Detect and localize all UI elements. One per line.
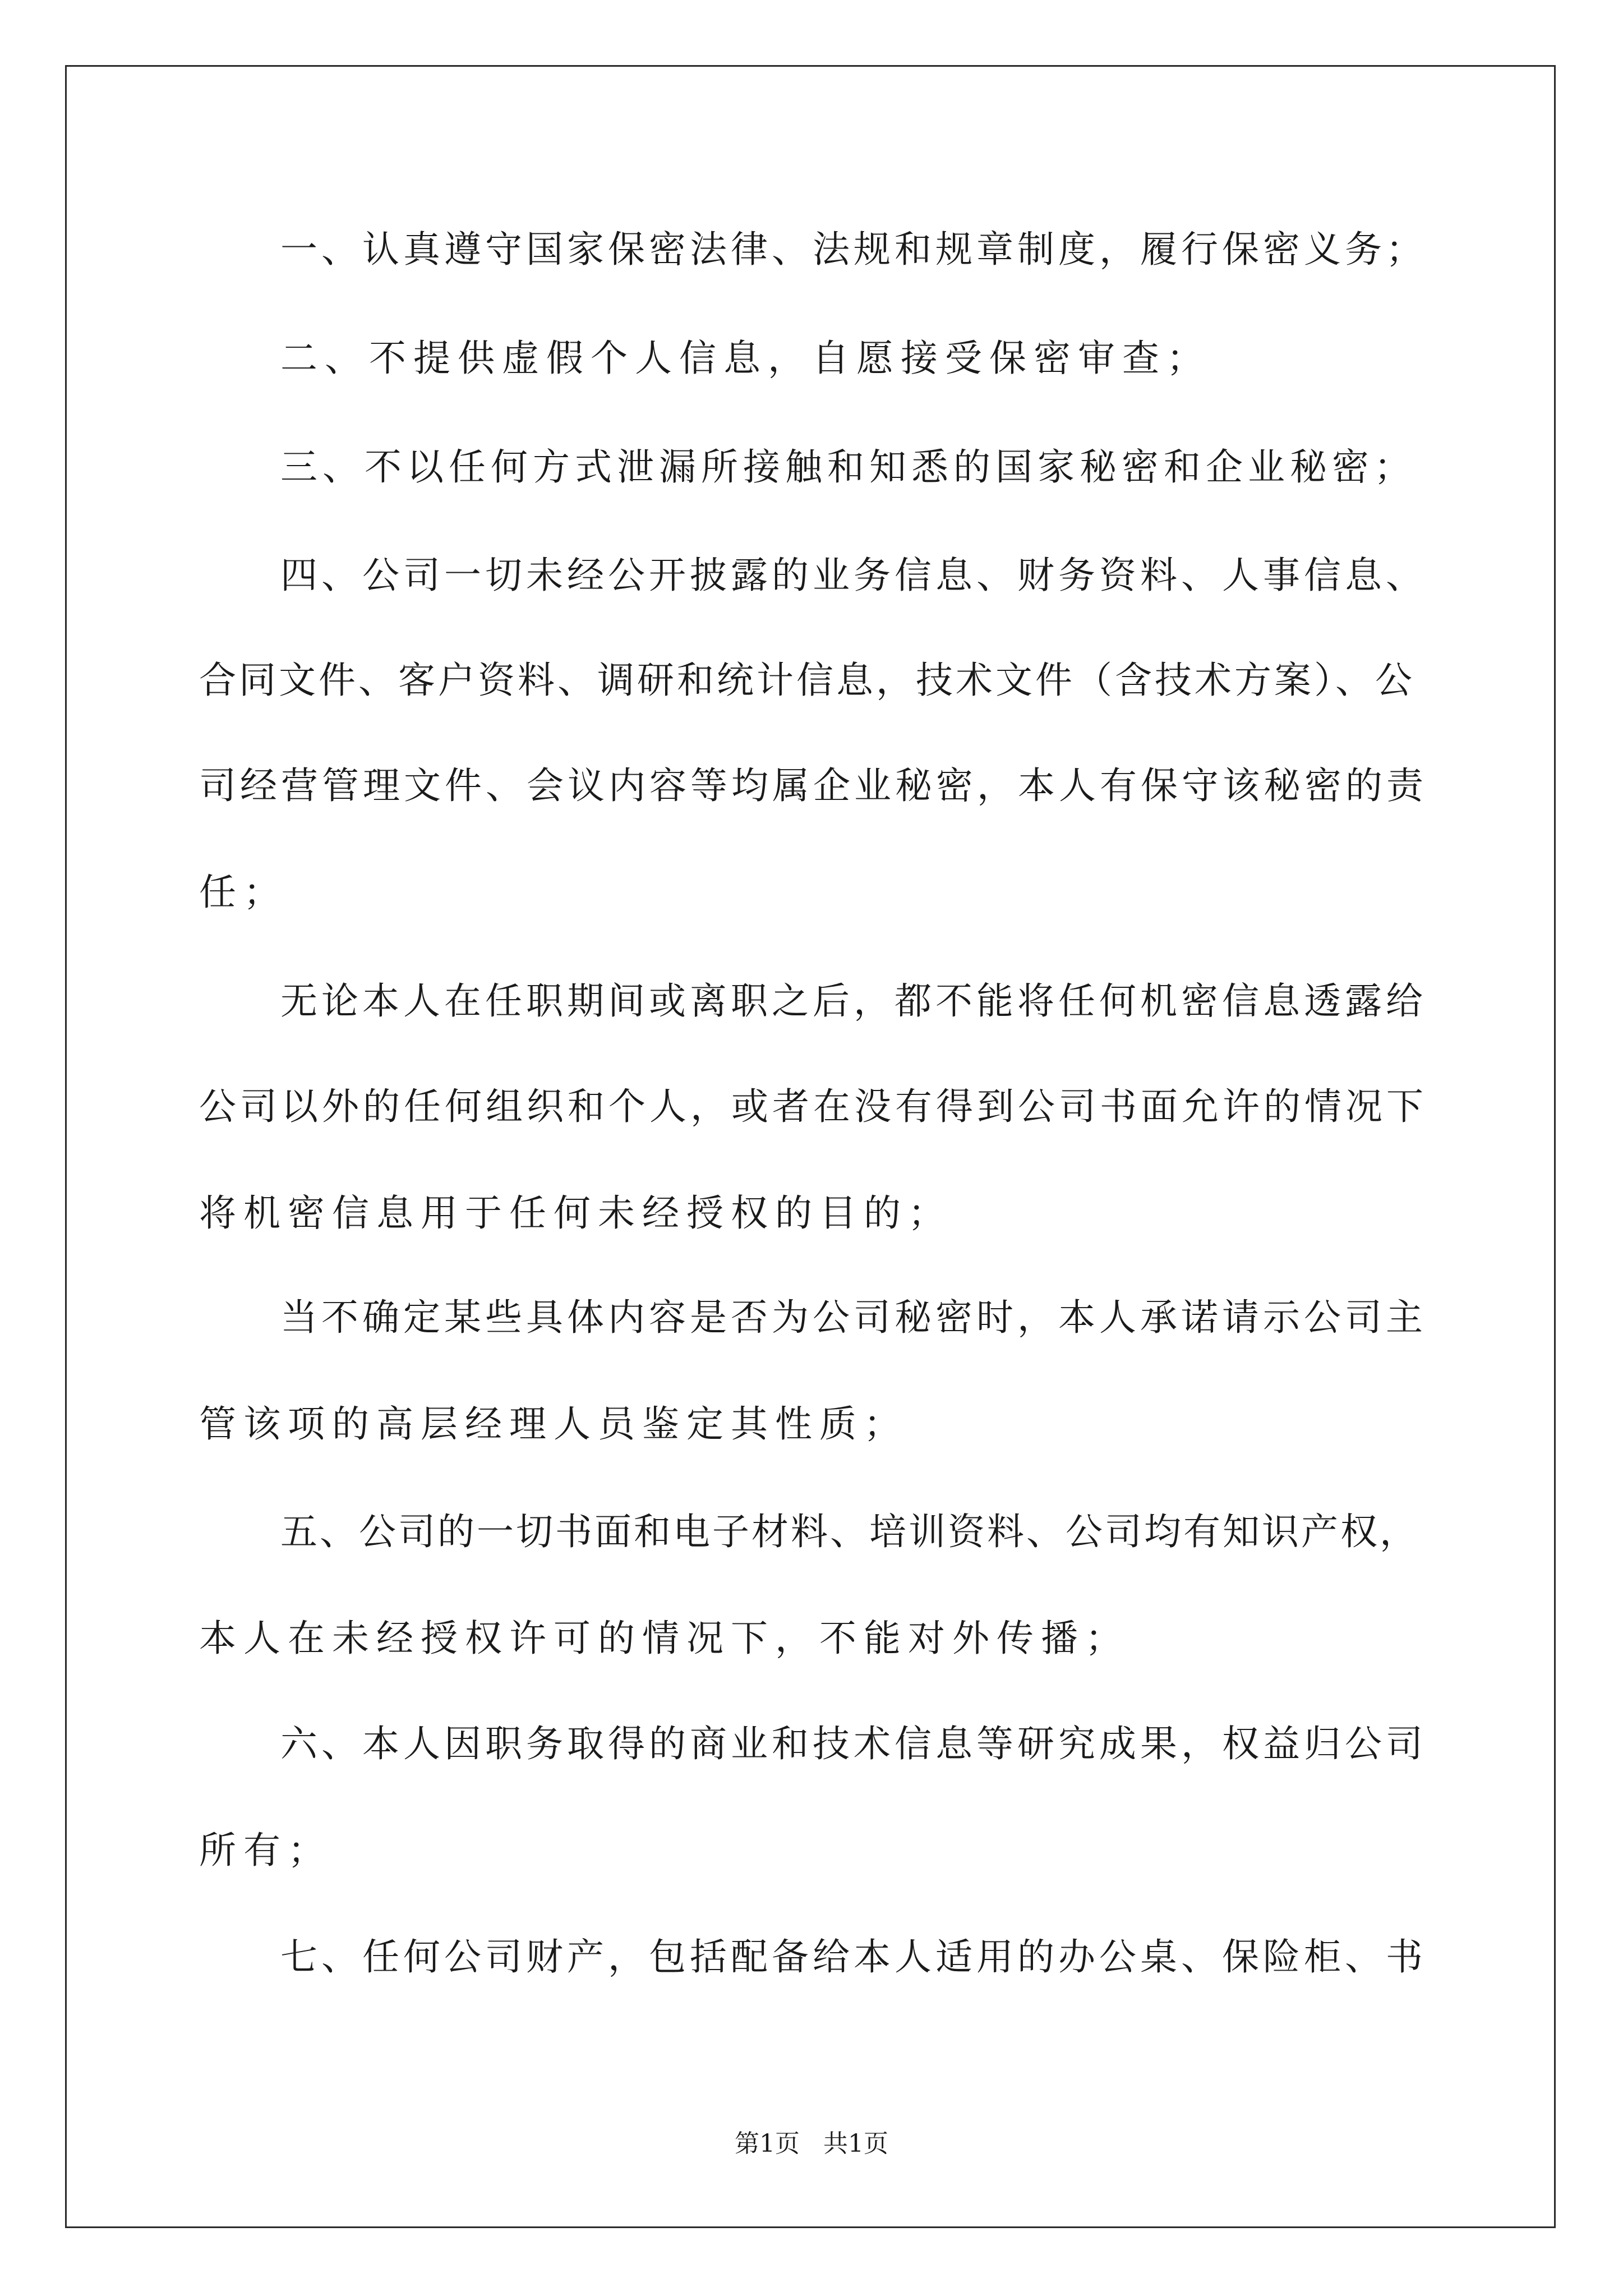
paragraph-line-5: 合同文件、客户资料、调研和统计信息，技术文件（含技术方案）、公 xyxy=(199,659,1415,702)
paragraph-line-12: 管该项的高层经理人员鉴定其性质； xyxy=(199,1402,908,1446)
paragraph-line-6: 司经营管理文件、会议内容等均属企业秘密，本人有保守该秘密的责 xyxy=(199,764,1427,807)
paragraph-line-3: 三、不以任何方式泄漏所接触和知悉的国家秘密和企业秘密； xyxy=(280,445,1416,489)
paragraph-line-9: 公司以外的任何组织和个人，或者在没有得到公司书面允许的情况下 xyxy=(199,1085,1427,1128)
paragraph-line-7: 任； xyxy=(199,871,288,914)
paragraph-line-8: 无论本人在任职期间或离职之后，都不能将任何机密信息透露给 xyxy=(280,979,1427,1023)
paragraph-line-15: 六、本人因职务取得的商业和技术信息等研究成果，权益归公司 xyxy=(280,1722,1427,1765)
paragraph-line-10: 将机密信息用于任何未经授权的目的； xyxy=(199,1191,952,1235)
paragraph-line-17: 七、任何公司财产，包括配备给本人适用的办公桌、保险柜、书 xyxy=(280,1935,1427,1978)
page-border xyxy=(65,65,1556,2228)
paragraph-line-2: 二、不提供虚假个人信息，自愿接受保密审查； xyxy=(280,337,1211,380)
paragraph-line-16: 所有； xyxy=(199,1829,332,1872)
paragraph-line-4: 四、公司一切未经公开披露的业务信息、财务资料、人事信息、 xyxy=(280,554,1427,597)
paragraph-line-13: 五、公司的一切书面和电子材料、培训资料、公司均有知识产权， xyxy=(280,1510,1419,1553)
page-number-footer: 第1页 共1页 xyxy=(735,2129,888,2158)
paragraph-line-14: 本人在未经授权许可的情况下，不能对外传播； xyxy=(199,1617,1129,1660)
paragraph-line-1: 一、认真遵守国家保密法律、法规和规章制度，履行保密义务； xyxy=(280,228,1427,271)
paragraph-line-11: 当不确定某些具体内容是否为公司秘密时，本人承诺请示公司主 xyxy=(280,1296,1427,1339)
